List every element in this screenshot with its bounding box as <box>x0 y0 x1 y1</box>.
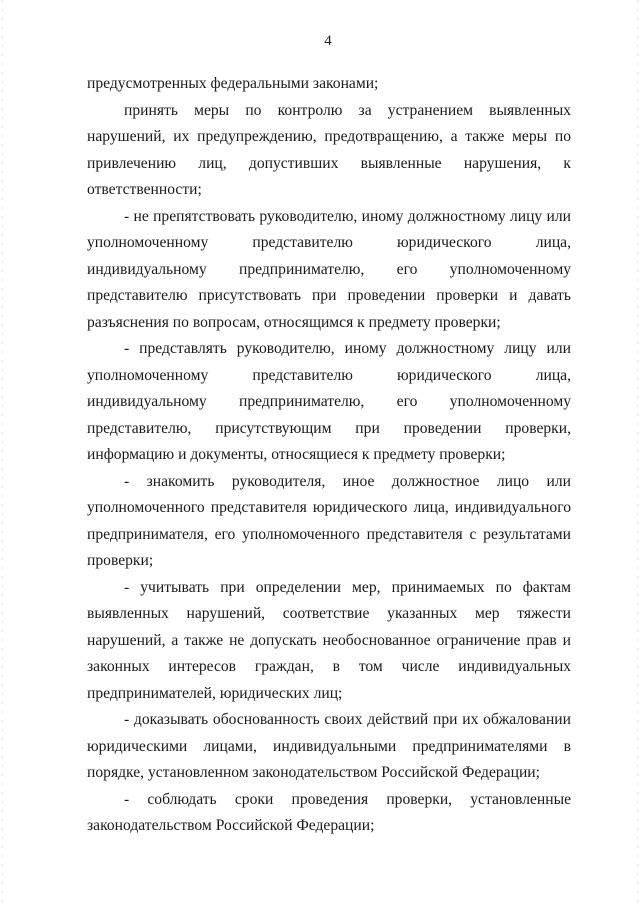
paragraph-continuation: предусмотренных федеральными законами; <box>87 75 379 92</box>
paragraph-not-obstruct: - не препятствовать руководителю, иному должностному лицу или уполномоченному представителю юридического лица, индивидуальному предпринимателю, его уполномоченному представителю присутствовать при проведении проверки и давать разъяснения по вопросам, относящимся к предмету проверки; <box>87 207 571 331</box>
paragraph-proportional-measures: - учитывать при определении мер, принимаемых по фактам выявленных нарушений, соответствие указанных мер тяжести нарушений, а также не допускать необоснованное ограничение прав и законных интересов граждан, в том числе индивидуальных предпринимателей, юридических лиц; <box>87 578 571 702</box>
document-body <box>87 71 571 840</box>
scan-edge-right <box>637 0 638 905</box>
paragraph-take-measures: принять меры по контролю за устранением выявленных нарушений, их предупреждению, предотвращению, а также меры по привлечению лиц, допустивших выявленные нарушения, к ответственности; <box>87 101 571 198</box>
scan-edge-left <box>2 0 3 905</box>
page-number: 4 <box>324 33 332 49</box>
paragraph-prove-validity: - доказывать обоснованность своих действий при их обжаловании юридическими лицами, индивидуальными предпринимателями в порядке, установленном законодательством Российской Федерации; <box>87 711 571 781</box>
paragraph-observe-deadlines: - соблюдать сроки проведения проверки, установленные законодательством Российской Федерации; <box>87 790 571 834</box>
paragraph-acquaint-results: - знакомить руководителя, иное должностное лицо или уполномоченного представителя юридического лица, индивидуального предпринимателя, его уполномоченного представителя с результатами проверки; <box>87 472 571 569</box>
paragraph-provide-information: - представлять руководителю, иному должностному лицу или уполномоченному представителю юридического лица, индивидуальному предпринимателю, его уполномоченному представителю, присутствующим при проведении проверки, информацию и документы, относящиеся к предмету проверки; <box>87 340 571 463</box>
